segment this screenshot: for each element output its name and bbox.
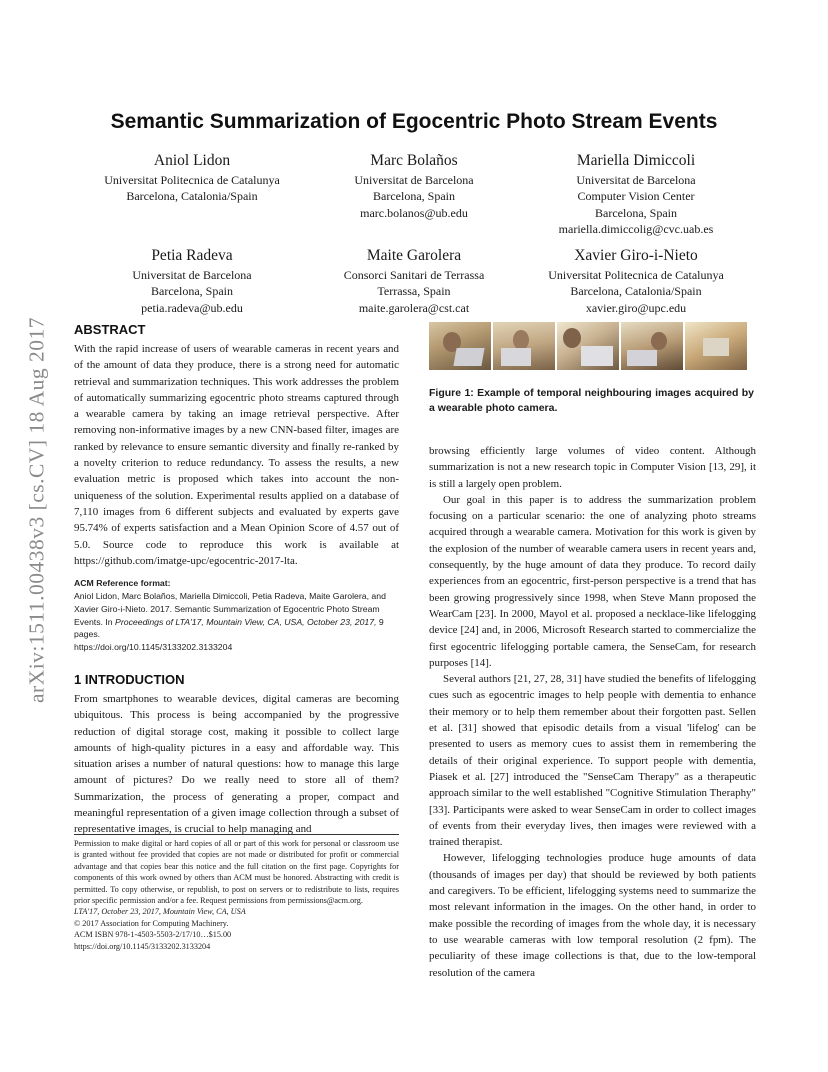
author-block — [511, 151, 761, 237]
permission-copyright: © 2017 Association for Computing Machinery. — [74, 918, 229, 928]
intro-paragraph: Several authors [21, 27, 28, 31] have studied the benefits of lifelogging cues such as egocentric images to help people with dementia to enhance their memory or to help them remember about their forgotten past. Sellen et al. [31] showed that episodic details from a visual 'lifelog' can be presented to users as memory cues to assist them in remembering the details of their original experience. To support people with dementia, Piasek et al. [27] introduced the "SenseCam Therapy" as a therapeutic approach similar to the well established "Cognitive Stimulation Theraphy" [33]. Participants were asked to wear SenseCam in order to collect images of events from their everyday lives, then images were reviewed with a trained therapist. — [429, 673, 756, 849]
egocentric-photo — [557, 322, 619, 370]
intro-paragraph: browsing efficiently large volumes of video content. Although summarization is not a new research topic in Computer Vision [13, 29], it is still a largely open problem. — [429, 445, 756, 490]
author-block — [289, 151, 539, 221]
author-block — [289, 246, 539, 316]
acm-reference-doi[interactable]: https://doi.org/10.1145/3133202.3133204 — [74, 642, 233, 653]
author-email: mariella.dimiccolig@cvc.uab.es — [558, 221, 714, 236]
author-name: Marc Bolaños — [370, 152, 458, 169]
acm-reference-heading: ACM Reference format: — [74, 578, 171, 589]
permission-venue: LTA'17, October 23, 2017, Mountain View, CA, USA — [74, 907, 246, 917]
permission-doi[interactable]: https://doi.org/10.1145/3133202.3133204 — [74, 941, 211, 951]
figure-1-caption: Figure 1: Example of temporal neighbouring images acquired by a wearable photo camera. — [429, 387, 754, 414]
author-name: Mariella Dimiccoli — [576, 152, 696, 169]
author-name: Maite Garolera — [366, 247, 462, 264]
author-affiliation: Barcelona, Catalonia/Spain — [126, 189, 258, 204]
author-block — [67, 151, 317, 205]
arxiv-stamp: arXiv:1511.00438v3 [cs.CV] 18 Aug 2017 — [24, 316, 49, 704]
abstract-text: With the rapid increase of users of wearable cameras in recent years and of the amount of data they produce, there is a strong need for automatic retrieval and summarization techniques. This work addresses the problem of automatically summarizing egocentric photo streams captured through a wearable camera by taking an image retrieval perspective. After removing non-informative images by a new CNN-based filter, images are ranked by relevance to ensure semantic diversity and finally re-ranked by a novelty criterion to reduce redundancy. To assess the results, a new evaluation metric is proposed which takes into account the non-uniqueness of the solution. Experimental results applied on a database of 7,110 images from 6 different subjects and evaluated by experts gave 95.74% of experts satisfaction and a Mean Opinion Score of 4.57 out of 5.0. Source code to reproduce this work is available at https://github.com/imatge-upc/egocentric-2017-lta. — [74, 343, 399, 567]
author-affiliation: Universitat de Barcelona — [576, 173, 696, 187]
footnote-rule — [74, 834, 399, 835]
author-affiliation: Universitat Politecnica de Catalunya — [104, 173, 280, 187]
paper-title: Semantic Summarization of Egocentric Photo Stream Events — [110, 110, 718, 133]
author-name: Petia Radeva — [151, 247, 233, 264]
acm-reference-text: Aniol Lidon, Marc Bolaños, Mariella Dimiccoli, Petia Radeva, Maite Garolera, and Xavier Giro-i-Nieto. 2017. Semantic Summarization of Egocentric Photo Stream Events. In Proceedings of LTA'17, Mountain View, CA, USA, October 23, 2017, 9 pages. — [74, 590, 386, 640]
author-affiliation: Consorci Sanitari de Terrassa — [343, 268, 485, 282]
author-affiliation: Universitat Politecnica de Catalunya — [548, 268, 724, 282]
permission-notice: Permission to make digital or hard copies of all or part of this work for personal or classroom use is granted without fee provided that copies are not made or distributed for profit or commercial advantage and that copies bear this notice and the full citation on the first page. Copyrights for components of this work owned by others than ACM must be honored. Abstracting with credit is permitted. To copy otherwise, or republish, to post on servers or to redistribute to lists, requires prior specific permission and/or a fee. Request permissions from permissions@acm.org. — [74, 839, 399, 906]
author-affiliation: Computer Vision Center — [577, 189, 695, 204]
intro-paragraph: However, lifelogging technologies produce huge amounts of data (thousands of images per day) that should be reviewed by both patients and caregivers. To be efficient, lifelogging systems need to summarize the most relevant information in the images. On the other hand, in order to make possible the recording of images from the whole day, it is necessary to use wearable cameras with low temporal resolution (2 fpm). The peculiarity of these image collections is that, due to the low-temporal resolution of the camera — [429, 852, 756, 979]
intro-paragraph: Our goal in this paper is to address the summarization problem focusing on a particular scenario: the one of analyzing photo streams acquired through a wearable camera. Motivation for this work is given by the explosion of the number of wearable camera users in recent years and, consequently, by the huge amount of data they produce. To record daily experiences from an egocentric, first-person perspective is a trend that has been growing progressively since 1998, when Steve Mann proposed the WearCam [23]. In 2000, Mayol et al. proposed a necklace-like lifelogging device [24] and, in 2006, Microsoft Research started to commercialize the first egocentric lifelogging portable camera, the SenseCam, for research purposes [14]. — [429, 493, 756, 669]
author-block — [67, 246, 317, 316]
permission-block — [74, 838, 399, 952]
author-email: marc.bolanos@ub.edu — [360, 205, 468, 220]
author-name: Aniol Lidon — [153, 152, 231, 169]
egocentric-photo — [621, 322, 683, 370]
author-affiliation: Terrassa, Spain — [377, 284, 451, 299]
author-affiliation: Barcelona, Spain — [151, 284, 233, 299]
abstract-heading: ABSTRACT — [74, 322, 146, 337]
egocentric-photo — [685, 322, 747, 370]
figure-1-images — [429, 322, 747, 370]
author-block — [511, 246, 761, 316]
permission-isbn: ACM ISBN 978-1-4503-5503-2/17/10…$15.00 — [74, 930, 232, 940]
intro-paragraph: From smartphones to wearable devices, digital cameras are becoming ubiquitous. This process is being accompanied by the progressive reduction of digital storage cost, making it possible to collect large amounts of high-quality pictures in a easy and affordable way. This situation arises a number of natural questions: how to manage this large amount of pictures? Do we really need to store all of them? Summarization, the process of generating a proper, compact and meaningful representation of a given image collection through a subset of representative images, is crucial to help managing and — [74, 692, 399, 836]
author-affiliation: Barcelona, Spain — [373, 189, 455, 204]
egocentric-photo — [429, 322, 491, 370]
author-email: maite.garolera@cst.cat — [358, 300, 470, 315]
egocentric-photo — [493, 322, 555, 370]
author-name: Xavier Giro-i-Nieto — [574, 247, 698, 264]
author-affiliation: Universitat de Barcelona — [132, 268, 252, 282]
right-column — [429, 443, 756, 981]
acm-reference — [74, 577, 399, 654]
author-email: petia.radeva@ub.edu — [141, 300, 243, 315]
author-affiliation: Universitat de Barcelona — [354, 173, 474, 187]
author-email: xavier.giro@upc.edu — [585, 300, 687, 315]
intro-heading: 1 INTRODUCTION — [74, 671, 185, 687]
author-affiliation: Barcelona, Catalonia/Spain — [570, 284, 702, 299]
left-column — [74, 322, 399, 838]
author-affiliation: Barcelona, Spain — [595, 205, 677, 220]
